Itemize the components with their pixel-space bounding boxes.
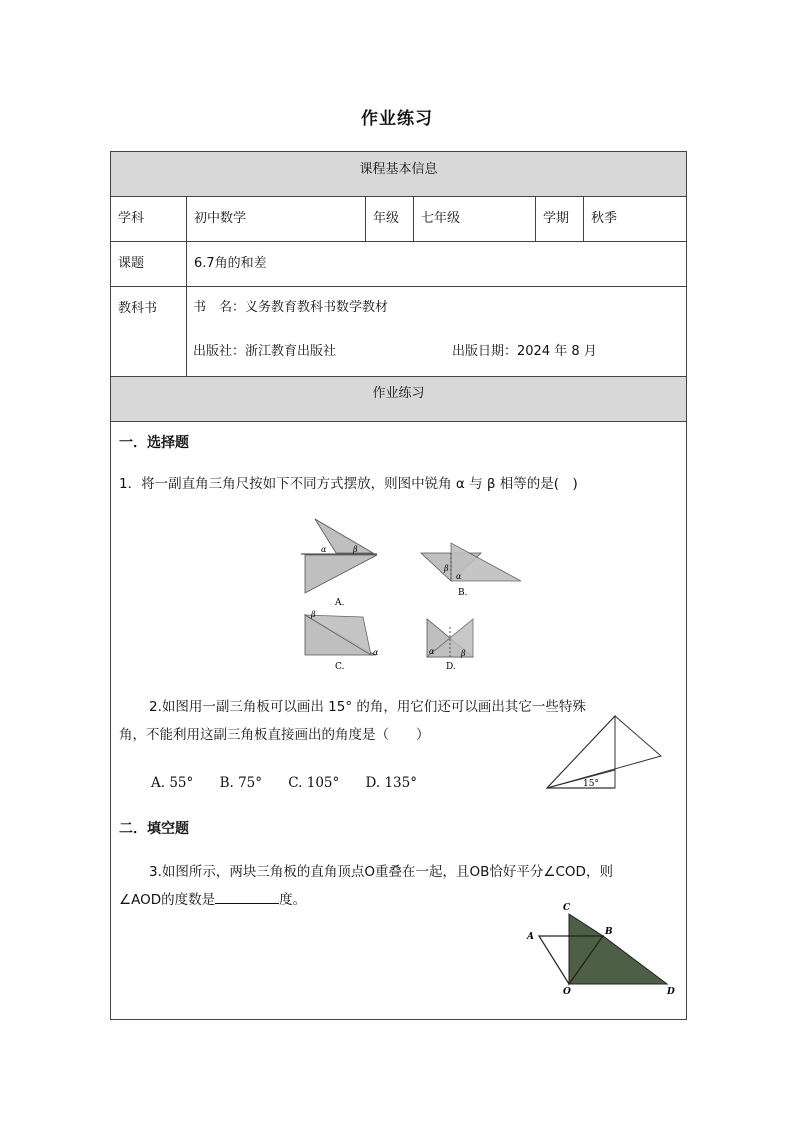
pub-date: 出版日期：2024 年 8 月 [452,344,597,359]
q1-figure-c [305,610,379,672]
grade-value: 七年级 [414,197,536,241]
subject-row [111,197,686,242]
question-3-line1: 3.如图所示，两块三角板的直角顶点O重叠在一起，且OB恰好平分∠COD，则 [149,864,613,880]
topic-value: 6.7角的和差 [194,256,267,271]
q2-figure [543,712,683,792]
topic-row [111,242,686,287]
question-2-line1: 2.如图用一副三角板可以画出 15° 的角，用它们还可以画出其它一些特殊 [149,699,586,715]
q3-figure [519,896,679,996]
textbook-details [187,287,688,376]
q1a-beta: β [353,545,358,554]
q1a-alpha: α [321,545,327,554]
q3-text-before: ∠AOD的度数是 [119,892,216,908]
section-fill-title: 二．填空题 [119,821,189,837]
page-title: 作业练习 [361,109,433,129]
q3-answer-blank[interactable] [215,889,279,904]
homework-header: 作业练习 [372,386,425,401]
book-name: 书 名：义务教育教科书数学教材 [193,300,389,315]
term-value: 秋季 [591,211,618,226]
section-choice-title: 一．选择题 [119,435,189,451]
q1d-alpha: α [429,647,435,656]
subject-label: 学科 [111,197,187,241]
q1-option-d: D. [446,662,456,672]
q2-angle-label: 15° [583,779,599,789]
q3-label-d: D [667,987,675,996]
info-header: 课程基本信息 [359,162,438,177]
q3-label-a: A [527,932,534,942]
question-3-line2 [119,886,306,914]
publisher: 出版社：浙江教育出版社 [193,344,337,359]
q2-choice-d: D. 135° [365,775,417,791]
textbook-label: 教科书 [111,287,187,376]
term-label: 学期 [536,197,584,241]
q1-figure-a [301,519,377,608]
homework-content [111,422,686,1019]
q1c-beta: β [311,610,316,619]
q1-figures [301,517,531,672]
q2-choices [151,775,439,791]
q1-option-a: A. [335,598,345,608]
q1-figure-b [421,543,521,598]
q3-label-o: O [563,987,571,996]
q1b-beta: β [444,564,449,573]
q3-label-c: C [563,903,571,913]
homework-header-row [111,377,686,422]
question-1: 1．将一副直角三角尺按如下不同方式摆放，则图中锐角 α 与 β 相等的是( ) [119,476,578,492]
q1b-alpha: α [456,572,462,581]
grade-label: 年级 [366,197,414,241]
subject-value: 初中数学 [187,197,366,241]
q1d-beta: β [461,649,466,658]
info-header-row [111,152,686,197]
q1-option-c: C. [335,662,345,672]
q3-text-after: 度。 [279,892,307,908]
q1c-alpha: α [373,648,379,657]
q2-choice-a: A. 55° [151,775,194,791]
topic-label: 课题 [111,242,187,286]
question-2-line2: 角，不能利用这副三角板直接画出的角度是（ ） [119,727,430,743]
q1-figure-d [427,619,473,672]
q2-choice-c: C. 105° [288,775,340,791]
homework-table [110,151,687,1020]
textbook-row [111,287,686,377]
q3-label-b: B [605,927,613,937]
q2-choice-b: B. 75° [219,775,262,791]
q1-option-b: B. [458,588,468,598]
